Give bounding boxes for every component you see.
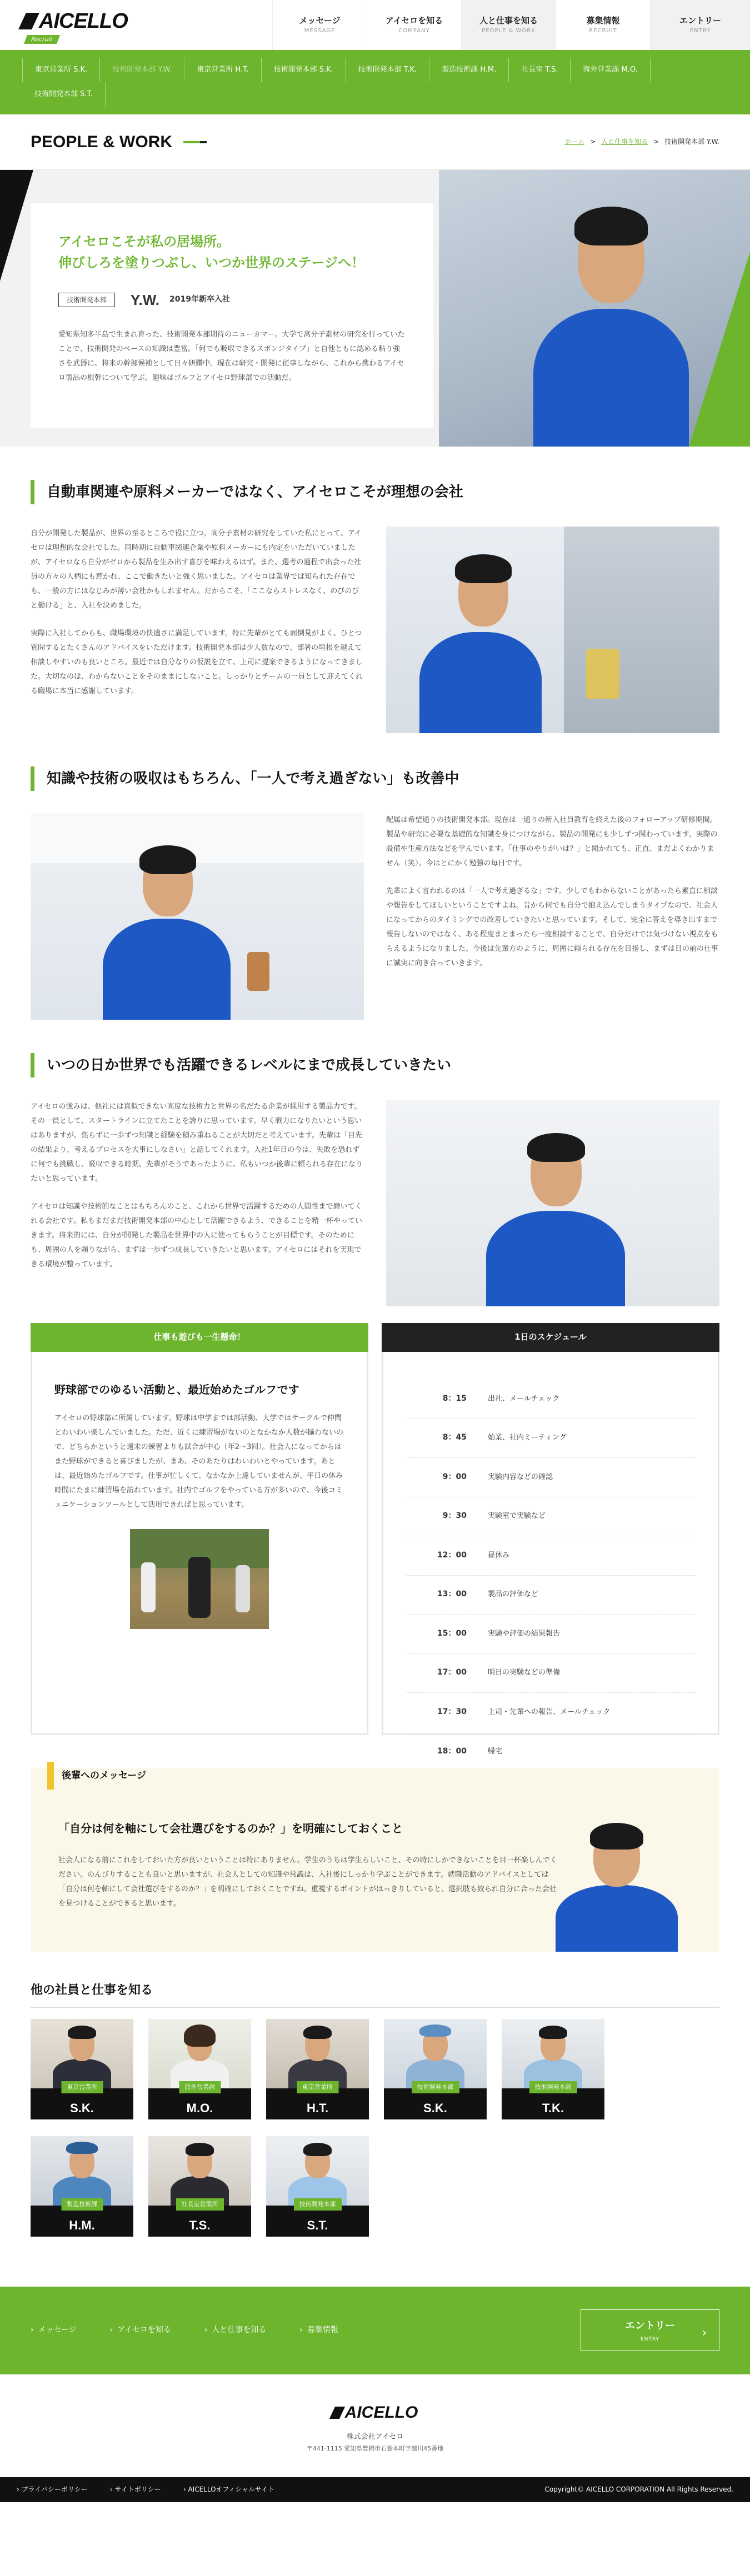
employee-photo xyxy=(384,2019,487,2088)
paragraph: アイセロの強みは、他社には真似できない高度な技術力と世界の名だたる企業が採用する製品力です。その一員として、スタートラインに立てたことを誇りに思っています。早く戦力になりたいという思いはありますが、焦らずに一歩ずつ知識と経験を積み重ねることが大切だと考えています。先輩は「目先の結果より、考えるプロセスを大事にしなさい」と話してくれます。入社1年目の今は、失敗を恐れずに何でも挑戦し、吸収できる時期。先輩がそうであったように、私もいつか後輩に頼られる存在になりたいと思っています。 xyxy=(31,1102,363,1183)
figure-hair xyxy=(68,2026,96,2039)
employee-photo xyxy=(148,2019,251,2088)
breadcrumb-current: 技術開発本部 Y.W. xyxy=(664,138,719,146)
other-employees xyxy=(0,1979,750,2237)
other-employees-heading xyxy=(31,1979,719,2008)
schedule-task: 製品の評価など xyxy=(488,1590,539,1599)
schedule-time: 8：15 xyxy=(442,1394,467,1403)
figure-cap xyxy=(66,2142,98,2154)
schedule-task: 明日の実験などの準備 xyxy=(488,1668,561,1677)
message-text: 社会人になる前にこれをしておいた方が良いということは特にありません。学生のうちは学生らしいこと、その時にしかできないことを目一杯楽しんでください。のんびりすることも良いと思いますが、社会人としての知識や常識は、入社後にしっかり学ぶことができます。就職活動のアドバイスとしては「自分は何を軸にして会社選びをするのか？」を明確にしておくことですね。重視するポイントがはっきりしていると、選択肢も絞られ自分に合った会社を見つけることができると思います。 xyxy=(58,1856,557,1908)
employee-dept: 東京営業所 xyxy=(61,2081,103,2093)
official-site-link[interactable]: › AICELLOオフィシャルサイト xyxy=(183,2485,275,2494)
schedule-row xyxy=(406,1458,696,1497)
employee-dept: 技術開発本部 xyxy=(294,2198,342,2211)
schedule-task: 実験室で実験など xyxy=(488,1512,546,1521)
paragraph: 自分が開発した製品が、世界の至るところで役に立つ。高分子素材の研究をしていた私にとって、アイセロは理想的な会社でした。同時期に自動車関連企業や原料メーカーにも内定をいただいていましたが、アイセロなら自分がゼロから製品を生み出す喜びを味わえるはず。また、選考の過程で出会った社員の方々の人柄にも惹かれ、ここで働きたいと強く思いました。アイセロは業界では知られた存在でも、一般の方にはなじみが薄い会社かもしれません。だからこそ、「ここならストレスなく、のびのびと働ける」と、入社を決めました。 xyxy=(31,529,362,610)
photo-figure xyxy=(53,2142,111,2206)
employee-card-label xyxy=(31,2200,133,2237)
schedule-box xyxy=(382,1323,719,1756)
schedule-time: 9：30 xyxy=(442,1511,467,1521)
local-nav-item[interactable]: 技術開発本部 S.T. xyxy=(22,82,106,107)
footer-link-message[interactable]: › メッセージ xyxy=(31,2323,77,2338)
figure-body xyxy=(556,1885,678,1952)
nav-people-work[interactable] xyxy=(461,0,556,50)
schedule-task: 上司・先輩への報告、メールチェック xyxy=(488,1707,611,1716)
footer-bottom-bar xyxy=(0,2477,750,2502)
company-name: 株式会社アイセロ xyxy=(346,2432,404,2441)
copyright: Copyright© AICELLO CORPORATION All Rights Reserved. xyxy=(544,2485,733,2494)
employee-card-label xyxy=(148,2200,251,2237)
portrait-figure xyxy=(556,1818,678,1952)
employee-card[interactable] xyxy=(31,2136,133,2237)
figure-hair xyxy=(303,2143,332,2156)
schedule-task: 実験や評価の結果報告 xyxy=(488,1629,561,1638)
message-tag: 後輩へのメッセージ xyxy=(47,1762,146,1790)
interview-section-1 xyxy=(0,480,750,733)
hero-green-triangle xyxy=(689,252,750,447)
junior-message xyxy=(31,1768,719,1952)
figure-body xyxy=(419,632,542,733)
title-accent-bar xyxy=(183,141,200,143)
nav-company[interactable] xyxy=(367,0,461,50)
employee-initials: T.S. xyxy=(189,2218,211,2232)
figure-body xyxy=(486,1211,625,1306)
employee-card-label xyxy=(31,2083,133,2119)
local-nav-item[interactable]: 製造技術課 H.M. xyxy=(429,58,509,82)
employee-dept: 技術開発本部 xyxy=(529,2081,577,2093)
schedule-task: 始業、社内ミーティング xyxy=(488,1434,567,1442)
schedule-task: 昼休み xyxy=(488,1551,510,1560)
entry-labels xyxy=(625,2317,675,2344)
profile-meta xyxy=(58,287,406,313)
figure-hair xyxy=(186,2143,214,2156)
employee-card-label xyxy=(502,2083,604,2119)
interview-section-2 xyxy=(0,766,750,1020)
hobby-box-header: 仕事も遊びも一生懸命！ xyxy=(31,1323,368,1352)
photo-figure xyxy=(406,2024,464,2088)
chevron-right-icon: › xyxy=(702,2326,707,2341)
section-text xyxy=(386,813,719,1020)
employee-initials: S.T. xyxy=(307,2218,328,2232)
hero-black-slash xyxy=(0,170,33,281)
employee-card-label xyxy=(266,2200,369,2237)
schedule-time: 9：00 xyxy=(442,1472,467,1481)
breadcrumb xyxy=(564,136,719,148)
employee-initials: S.K. xyxy=(423,2101,447,2115)
nav-entry[interactable] xyxy=(650,0,750,50)
paragraph: 配属は希望通りの技術開発本部。現在は一通りの新入社員教育を終えた後のフォローアップ研修期間。製品や研究に必要な基礎的な知識を身につけながら、製品の開発にも少しずつ関わっています。実際の設備や生産方法などを学んでいます。「仕事のやりがいは？」と聞かれても、正直、まだよくわかりません（笑）。今はとにかく勉強の毎日です。 xyxy=(386,816,718,868)
nav-label: メッセージ xyxy=(299,16,341,26)
hobby-text: アイセロの野球部に所属しています。野球は中学までは部活動、大学ではサークルで仲間とわいわい楽しんでいました。ただ、近くに練習場がないのとなかなか人数が揃わないので、どちらかというと週末の練習よりも試合が中心（年2〜3回）。社会人になってからはまた野球ができると喜びましたが、まあ、そのあたりはわいわいとやっています。あとは、最近始めたゴルフです。仕事が忙しくて、なかなか上達していませんが、平日の休み時間にたまに練習場を訪れています。社内でゴルフをやっている方が多いので、今後コミュニケーションツールとして活用できればと思っています。 xyxy=(54,1414,344,1509)
employee-card[interactable] xyxy=(502,2019,604,2119)
figure-hair xyxy=(184,2024,216,2047)
schedule-time: 12：00 xyxy=(437,1550,467,1560)
employee-initials: H.T. xyxy=(306,2101,329,2115)
people-local-nav xyxy=(0,50,750,114)
employee-dept: 社長室営業所 xyxy=(176,2198,224,2211)
nav-label: 募集情報 xyxy=(586,16,620,26)
employee-dept: 製造技術課 xyxy=(61,2198,103,2211)
footer-logo[interactable] xyxy=(332,2397,418,2428)
nav-message[interactable] xyxy=(272,0,367,50)
breadcrumb-separator: > xyxy=(653,138,659,146)
schedule-row xyxy=(406,1693,696,1732)
paragraph: アイセロは知識や技術的なことはもちろんのこと、これから世界で活躍するための人間性まで磨いてくれる会社です。私もまだまだ技術開発本部の中心として活躍できるよう、できることを精一杯やっていきます。将来的には、自分が開発した製品を世界中の人に使ってもらうことが目標です。そのためにも、周囲の人を頼りながら、まずは一歩ずつ成長していきたいと思います。アイセロにはそれを実現できる環境が整っています。 xyxy=(31,1202,362,1269)
page-title-bar xyxy=(0,114,750,170)
photo-figure xyxy=(288,2024,347,2088)
employee-initials: S.K. xyxy=(70,2101,94,2115)
employee-photo xyxy=(148,2136,251,2206)
footer-nav xyxy=(0,2287,750,2374)
section-heading: 知識や技術の吸収はもちろん、「一人で考え過ぎない」も改善中 xyxy=(31,766,719,791)
site-header xyxy=(0,0,750,50)
employee-card[interactable] xyxy=(384,2019,487,2119)
schedule-row xyxy=(406,1732,696,1772)
portrait-office-photo xyxy=(386,1100,719,1306)
schedule-time: 17：00 xyxy=(437,1668,467,1677)
nav-label: エントリー xyxy=(679,16,721,26)
figure-hair xyxy=(590,1823,643,1850)
site-footer xyxy=(0,2374,750,2477)
employee-card[interactable] xyxy=(148,2019,251,2119)
logo-mark-icon xyxy=(329,2407,345,2419)
employee-initials: T.K. xyxy=(542,2101,564,2115)
portrait-figure xyxy=(533,192,689,447)
breadcrumb-home[interactable]: ホーム xyxy=(564,138,585,146)
footer-link-company[interactable]: › アイセロを知る xyxy=(110,2323,171,2338)
section-heading: 自動車関連や原料メーカーではなく、アイセロこそが理想の会社 xyxy=(31,480,719,504)
schedule-row xyxy=(406,1654,696,1693)
employee-photo xyxy=(31,2136,133,2206)
employee-card[interactable] xyxy=(31,2019,133,2119)
nav-label: 人と仕事を知る xyxy=(479,16,538,26)
logo-mark-icon xyxy=(18,13,39,29)
entry-label: エントリー xyxy=(625,2319,675,2332)
employee-dept: 東京営業所 xyxy=(297,2081,338,2093)
schedule-row xyxy=(406,1615,696,1654)
employee-dept: 技術開発本部 xyxy=(412,2081,459,2093)
employee-card[interactable] xyxy=(266,2136,369,2237)
photo-figure xyxy=(486,1116,625,1306)
footer-link-people[interactable]: › 人と仕事を知る xyxy=(204,2323,267,2338)
nav-sublabel: RECRUIT xyxy=(589,28,617,34)
footer-link-recruit[interactable]: › 募集情報 xyxy=(299,2323,338,2338)
local-nav-item[interactable]: 東京営業所 S.K. xyxy=(22,58,100,82)
local-nav-item[interactable]: 技術開発本部 S.K. xyxy=(262,58,346,82)
local-nav-item[interactable]: 海外営業課 M.O. xyxy=(571,58,650,82)
paragraph: 実際に入社してからも、職場環境の快適さに満足しています。特に先輩がとても面倒見がよく、ひとつ質問するとたくさんのアドバイスをいただけます。技術開発本部は少人数なので、部署の垣根を越えて相談しやすいのも良いところ。最近では自分なりの仮説を立て、上司に提案できるようになってきました。大切なのは、わからないことをそのままにしないこと。しっかりとチームの一員として迎えてくれる職場に本当に感謝しています。 xyxy=(31,629,363,695)
employee-photo xyxy=(502,2019,604,2088)
schedule-task: 出社、メールチェック xyxy=(488,1394,560,1403)
footer-logo-text: AICELLO xyxy=(344,2403,418,2422)
message-title: 「自分は何を軸にして会社選びをするのか？」を明確にしておくこと xyxy=(58,1822,403,1835)
player-figure xyxy=(141,1562,156,1612)
hero-profile-card xyxy=(31,203,433,428)
schedule-time: 18：00 xyxy=(437,1746,467,1756)
photo-figure xyxy=(171,2024,229,2088)
hero-catchcopy xyxy=(58,231,406,273)
figure-cap xyxy=(419,2024,451,2037)
employee-card-label xyxy=(148,2083,251,2119)
privacy-policy-link[interactable]: › プライバシーポリシー xyxy=(17,2485,88,2494)
logo-sub: Recruit xyxy=(24,35,60,44)
page-title-text: PEOPLE & WORK xyxy=(31,132,173,151)
hobby-title: 野球部でのゆるい活動と、最近始めたゴルフです xyxy=(54,1383,299,1396)
section-text xyxy=(31,1100,364,1306)
nav-sublabel: PEOPLE & WORK xyxy=(482,28,536,34)
photo-figure xyxy=(288,2142,347,2206)
figure-body xyxy=(103,919,231,1020)
portrait-body xyxy=(533,309,689,447)
employee-card-label xyxy=(384,2083,487,2119)
department-badge: 技術開発本部 xyxy=(58,293,115,307)
schedule-row xyxy=(406,1536,696,1576)
footer-entry-button[interactable] xyxy=(581,2309,719,2351)
catchcopy-line: アイセロこそが私の居場所。 xyxy=(58,234,231,249)
schedule-time: 13：00 xyxy=(437,1590,467,1599)
lab-equipment xyxy=(564,527,719,733)
info-boxes xyxy=(31,1323,719,1756)
employee-dept: 海外営業課 xyxy=(179,2081,221,2093)
link-text: プライバシーポリシー xyxy=(21,2485,88,2494)
employee-card[interactable] xyxy=(266,2019,369,2119)
schedule-task: 実験内容などの確認 xyxy=(488,1472,553,1481)
photo-figure xyxy=(53,2024,111,2088)
employee-photo xyxy=(266,2019,369,2088)
employee-photo xyxy=(266,2136,369,2206)
global-nav xyxy=(272,0,750,50)
employee-name: Y.W. xyxy=(131,292,160,308)
nav-label: アイセロを知る xyxy=(385,16,443,26)
schedule-box-header: 1日のスケジュール xyxy=(382,1323,719,1352)
paragraph: 先輩によく言われるのは「一人で考え過ぎるな」です。少しでもわからないことがあったら素直に相談や報告をしてほしいということですよね。昔から何でも自分で抱え込んでしまうタイプなので、社会人になってからのタイミングでの改善していきたいと思っています。そして、完全に答えを導き出すまで報告しないのではなく、ある程度まとまったら一度相談することで、自分だけでは気づけない視点をもらえるようになりました。今後は先輩方のように、周囲に頼られる存在を目指し、まずは目の前の仕事に誠実に向き合っていきます。 xyxy=(386,887,719,968)
message-portrait xyxy=(544,1813,689,1952)
figure-hair xyxy=(539,2026,567,2039)
player-figure xyxy=(188,1557,211,1618)
figure-hair xyxy=(455,554,512,583)
hobby-box-body xyxy=(31,1352,368,1735)
schedule-row xyxy=(406,1380,696,1419)
figure-hair xyxy=(139,845,196,874)
schedule-row xyxy=(406,1419,696,1459)
schedule-time: 17：30 xyxy=(437,1707,467,1716)
employee-bio: 愛知県知多半島で生まれ育った、技術開発本部期待のニューカマー。大学で高分子素材の研究を行っていたことで、技術開発のベースの知識は豊富。「何でも吸収できるスポンジタイプ」と自他ともに認める粘り強さを武器に、将来の幹部候補として日々研鑽中。現在は研究・開発に従事しながら、これから携わるアイセロ製品の根幹について学ぶ。趣味はゴルフとアイセロ野球部での活動だ。 xyxy=(58,330,405,383)
link-text: サイトポリシー xyxy=(114,2485,161,2494)
breadcrumb-separator: > xyxy=(590,138,596,146)
employee-card-label xyxy=(266,2083,369,2119)
local-nav-item[interactable]: 技術開発本部 T.K. xyxy=(346,58,429,82)
company-address: 〒441-1115 愛知県豊橋市石巻本町字越川45番地 xyxy=(306,2444,444,2452)
schedule-time: 8：45 xyxy=(442,1433,467,1442)
local-nav-item-current[interactable]: 技術開発本部 Y.W. xyxy=(100,58,184,82)
photo-figure xyxy=(524,2024,582,2088)
profile-hero xyxy=(0,170,750,447)
photo-figure xyxy=(419,538,542,733)
figure-hair xyxy=(527,1133,585,1162)
figure-hair xyxy=(303,2026,332,2039)
portrait-hair xyxy=(574,207,648,245)
link-text: AICELLOオフィシャルサイト xyxy=(188,2485,275,2494)
hobby-box xyxy=(31,1323,368,1735)
page-title xyxy=(31,127,200,158)
section-heading: いつの日か世界でも活躍できるレベルにまで成長していきたい xyxy=(31,1053,719,1077)
site-policy-link[interactable]: › サイトポリシー xyxy=(110,2485,161,2494)
entry-sublabel: ENTRY xyxy=(640,2337,660,2343)
hero-portrait-photo xyxy=(439,170,750,447)
nav-sublabel: ENTRY xyxy=(689,28,711,34)
baseball-team-photo xyxy=(130,1529,269,1629)
heading-text: 他の社員と仕事を知る xyxy=(31,1983,153,1997)
sample-bottle xyxy=(586,649,619,699)
player-figure xyxy=(236,1565,250,1612)
sample-bottle xyxy=(247,952,269,991)
schedule-task: 帰宅 xyxy=(488,1747,503,1756)
catchcopy-line: 伸びしろを塗りつぶし、いつか世界のステージへ！ xyxy=(58,255,365,270)
schedule-row xyxy=(406,1497,696,1537)
photo-figure xyxy=(103,835,231,1020)
interview-section-3 xyxy=(0,1053,750,1756)
schedule-row xyxy=(406,1576,696,1615)
lab-work-photo xyxy=(386,527,719,733)
employee-initials: H.M. xyxy=(69,2218,95,2232)
schedule-time: 15：00 xyxy=(437,1628,467,1638)
logo-text: AICELLO xyxy=(39,9,128,33)
employee-grid xyxy=(31,2019,719,2237)
join-year: 2019年新卒入社 xyxy=(169,295,230,304)
experiment-photo xyxy=(31,813,364,1020)
local-nav-item[interactable]: 社長室 T.S. xyxy=(509,58,571,82)
local-nav-item[interactable]: 東京営業所 H.T. xyxy=(184,58,261,82)
site-logo[interactable] xyxy=(22,10,128,47)
nav-recruit[interactable] xyxy=(556,0,650,50)
section-text xyxy=(31,527,364,733)
employee-photo xyxy=(31,2019,133,2088)
nav-sublabel: COMPANY xyxy=(398,28,430,34)
employee-card[interactable] xyxy=(148,2136,251,2237)
nav-sublabel: MESSAGE xyxy=(304,28,336,34)
employee-initials: M.O. xyxy=(186,2101,213,2115)
photo-figure xyxy=(171,2142,229,2206)
breadcrumb-parent[interactable]: 人と仕事を知る xyxy=(601,138,648,146)
schedule-list xyxy=(382,1352,719,1756)
